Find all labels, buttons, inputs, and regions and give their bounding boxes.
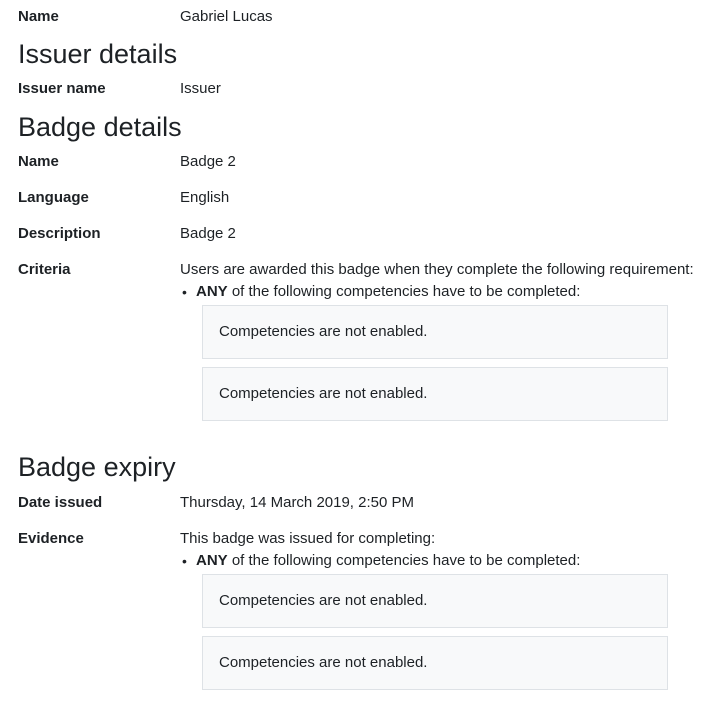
badge-criteria-value (180, 253, 708, 421)
badge-description-row (18, 217, 708, 253)
badge-name-row (18, 145, 708, 181)
badge-expiry-heading: Badge expiry (18, 452, 176, 482)
date-issued-label: Date issued (18, 494, 103, 511)
badge-name-label: Name (18, 153, 59, 170)
badge-description-value: Badge 2 (180, 225, 236, 242)
evidence-intro-text: This badge was issued for completing: (180, 530, 436, 547)
issuer-name-row (18, 72, 708, 108)
badge-language-value: English (180, 189, 230, 206)
date-issued-value: Thursday, 14 March 2019, 2:50 PM (180, 494, 415, 511)
badge-details-heading: Badge details (18, 112, 182, 142)
evidence-list-item (182, 552, 708, 690)
evidence-list (180, 552, 708, 690)
recipient-name-value: Gabriel Lucas (180, 8, 273, 25)
evidence-row (18, 522, 708, 690)
criteria-list (180, 283, 708, 421)
bullet-icon: • (182, 284, 187, 300)
competency-box: Competencies are not enabled. (202, 636, 668, 690)
criteria-intro-text: Users are awarded this badge when they complete the following requirement: (180, 261, 694, 278)
evidence-any-keyword: ANY (196, 552, 228, 569)
criteria-any-keyword: ANY (196, 283, 228, 300)
evidence-requirement-text: of the following competencies have to be completed: (227, 552, 581, 569)
criteria-list-item (182, 283, 708, 421)
recipient-name-row (18, 0, 708, 36)
issuer-name-label: Issuer name (18, 80, 106, 97)
badge-language-row (18, 181, 708, 217)
issuer-details-heading: Issuer details (18, 39, 178, 69)
recipient-name-label: Name (18, 8, 59, 25)
badge-criteria-label: Criteria (18, 261, 71, 278)
competency-box: Competencies are not enabled. (202, 367, 668, 421)
badge-name-value: Badge 2 (180, 153, 236, 170)
date-issued-row (18, 486, 708, 522)
issuer-name-value: Issuer (180, 80, 221, 97)
competency-box: Competencies are not enabled. (202, 574, 668, 628)
badge-language-label: Language (18, 189, 89, 206)
evidence-label: Evidence (18, 530, 84, 547)
evidence-value (180, 522, 708, 690)
badge-page (18, 0, 708, 690)
competency-box: Competencies are not enabled. (202, 305, 668, 359)
criteria-requirement-text: of the following competencies have to be completed: (227, 283, 581, 300)
badge-criteria-row (18, 253, 708, 421)
badge-description-label: Description (18, 225, 101, 242)
bullet-icon: • (182, 553, 187, 569)
